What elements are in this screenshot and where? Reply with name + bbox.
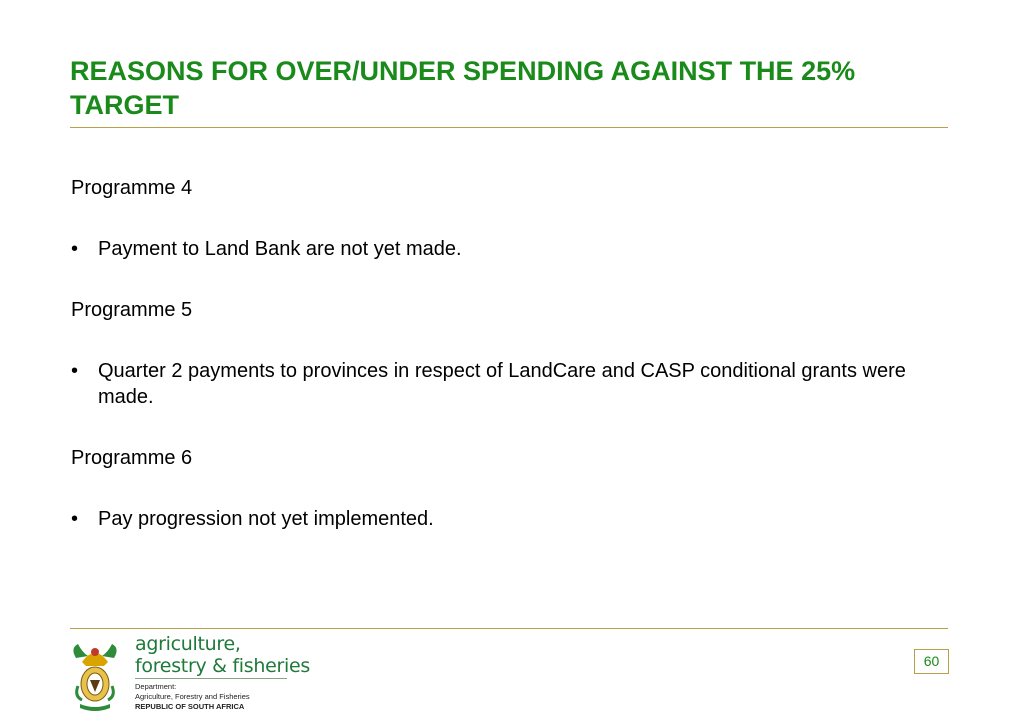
programme-heading: Programme 4	[71, 177, 193, 199]
programme-heading: Programme 5	[71, 299, 193, 321]
bullet-text: Pay progression not yet implemented.	[98, 508, 434, 530]
bullet-icon: •	[71, 508, 79, 530]
bullet-icon: •	[71, 360, 79, 382]
department-logo	[135, 633, 310, 677]
bullet-item	[71, 236, 951, 262]
slide-title: REASONS FOR OVER/UNDER SPENDING AGAINST THE 25% TARGET	[70, 56, 856, 120]
programme-heading: Programme 6	[71, 447, 193, 469]
logo-line-forestry: forestry & fisheries	[135, 655, 310, 677]
bullet-text: Quarter 2 payments to provinces in respect of LandCare and CASP conditional grants were made.	[98, 360, 906, 408]
dept-label: Department:	[135, 682, 177, 691]
bullet-item	[71, 358, 951, 410]
coat-of-arms-icon	[68, 640, 122, 712]
footer-divider	[70, 628, 948, 629]
page-number: 60	[914, 649, 949, 674]
bullet-item	[71, 506, 951, 532]
logo-line-agriculture: agriculture,	[135, 633, 241, 655]
slide-content	[71, 175, 951, 532]
dept-name: Agriculture, Forestry and Fisheries	[135, 692, 250, 701]
bullet-icon: •	[71, 238, 79, 260]
bullet-text: Payment to Land Bank are not yet made.	[98, 238, 462, 260]
logo-divider	[135, 678, 287, 679]
department-label	[135, 682, 250, 712]
country-name: REPUBLIC OF SOUTH AFRICA	[135, 702, 245, 711]
title-divider	[70, 127, 948, 128]
